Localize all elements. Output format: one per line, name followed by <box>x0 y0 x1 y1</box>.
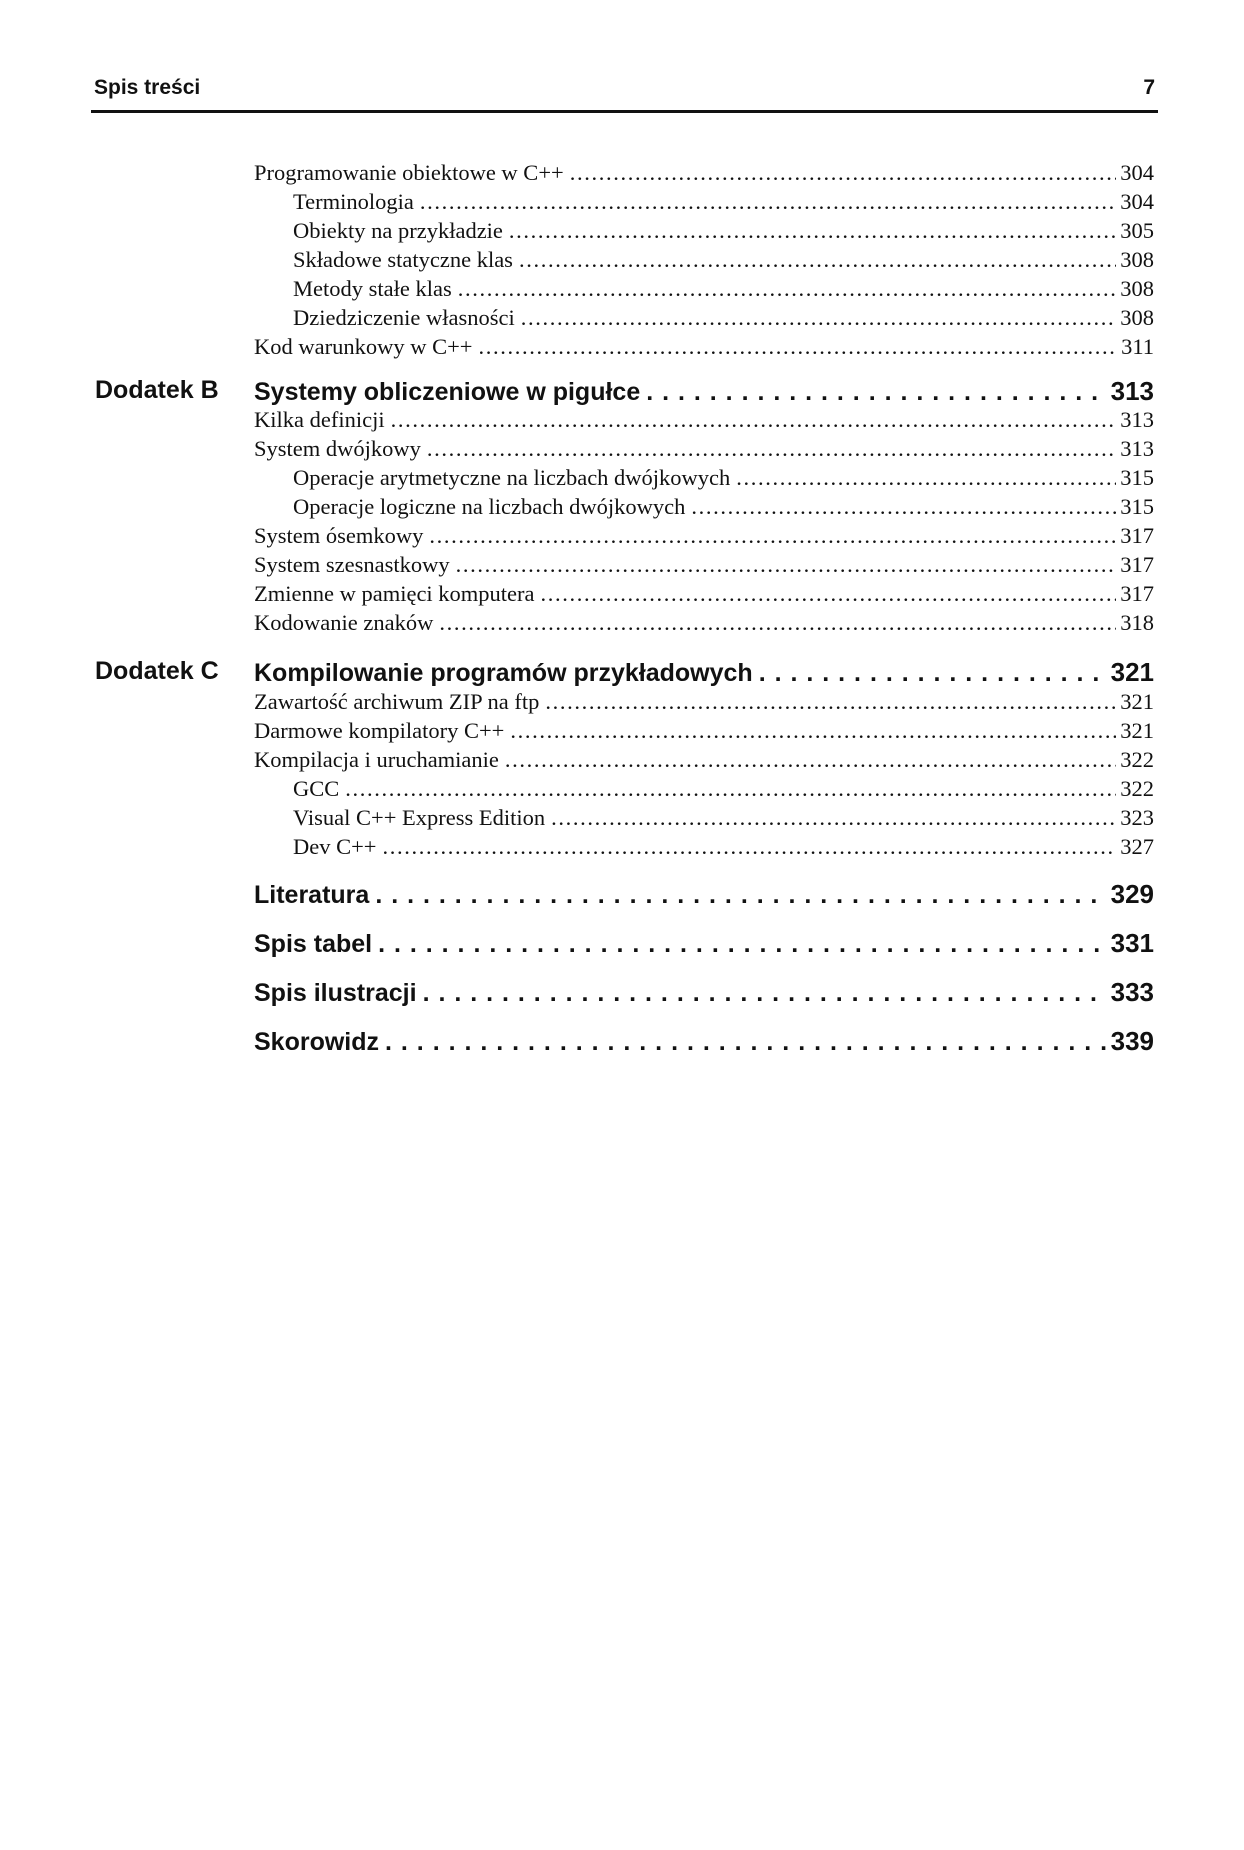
toc-entry-page: 323 <box>1120 805 1154 830</box>
leader-dots <box>385 1028 1107 1057</box>
toc-entry-page: 304 <box>1120 160 1154 185</box>
toc-entry[interactable] <box>293 494 1154 520</box>
toc-chapter-title: Spis tabel <box>254 930 373 958</box>
toc-entry-title: Visual C++ Express Edition <box>293 805 546 830</box>
toc-entry[interactable] <box>254 581 1154 607</box>
toc-entry[interactable] <box>293 189 1154 215</box>
toc-chapter-entry[interactable] <box>254 376 1154 407</box>
toc-entry-page: 321 <box>1120 718 1154 743</box>
toc-entry-title: Kompilacja i uruchamianie <box>254 747 499 772</box>
toc-entry-title: Składowe statyczne klas <box>293 247 513 272</box>
toc-entry-page: 304 <box>1120 189 1154 214</box>
leader-dots <box>736 465 1116 491</box>
toc-entry[interactable] <box>254 718 1154 744</box>
toc-entry[interactable] <box>293 834 1154 860</box>
toc-chapter-entry[interactable] <box>254 928 1154 959</box>
leader-dots <box>570 160 1117 186</box>
toc-entry-title: Obiekty na przykładzie <box>293 218 503 243</box>
toc-entry-title: Kilka definicji <box>254 407 385 432</box>
header-page-number: 7 <box>1143 76 1155 99</box>
toc-chapter-page: 329 <box>1110 879 1154 909</box>
leader-dots <box>541 581 1117 607</box>
toc-entry-title: System ósemkowy <box>254 523 424 548</box>
toc-entry-page: 315 <box>1120 465 1154 490</box>
toc-entry[interactable] <box>293 776 1154 802</box>
toc-entry[interactable] <box>293 465 1154 491</box>
leader-dots <box>759 659 1107 688</box>
toc-entry-page: 315 <box>1120 494 1154 519</box>
toc-entry-page: 317 <box>1120 552 1154 577</box>
toc-chapter-title: Spis ilustracji <box>254 979 417 1007</box>
toc-entry-page: 317 <box>1120 523 1154 548</box>
toc-chapter-title: Kompilowanie programów przykładowych <box>254 659 753 687</box>
toc-chapter-title: Systemy obliczeniowe w pigułce <box>254 378 641 406</box>
toc-entry[interactable] <box>254 552 1154 578</box>
toc-entry-page: 322 <box>1120 747 1154 772</box>
toc-entry-title: Kod warunkowy w C++ <box>254 334 473 359</box>
leader-dots <box>391 407 1117 433</box>
toc-entry-title: Metody stałe klas <box>293 276 452 301</box>
toc-chapter-title: Literatura <box>254 881 370 909</box>
toc-chapter-page: 333 <box>1110 977 1154 1007</box>
toc-entry-page: 327 <box>1120 834 1154 859</box>
toc-entry[interactable] <box>254 610 1154 636</box>
toc-entry-title: Dziedziczenie własności <box>293 305 515 330</box>
toc-chapter-entry[interactable] <box>254 879 1154 910</box>
toc-entry-title: System dwójkowy <box>254 436 421 461</box>
toc-entry[interactable] <box>293 218 1154 244</box>
toc-entry-page: 313 <box>1120 407 1154 432</box>
toc-entry-page: 308 <box>1120 276 1154 301</box>
leader-dots <box>551 805 1116 831</box>
leader-dots <box>509 218 1116 244</box>
appendix-label: Dodatek C <box>95 657 219 685</box>
toc-entry-title: Darmowe kompilatory C++ <box>254 718 505 743</box>
toc-chapter-page: 321 <box>1110 657 1154 687</box>
toc-entry-page: 321 <box>1120 689 1154 714</box>
leader-dots <box>456 552 1117 578</box>
toc-entry[interactable] <box>293 805 1154 831</box>
toc-chapter-entry[interactable] <box>254 1026 1154 1057</box>
toc-entry-page: 311 <box>1121 334 1154 359</box>
header-title: Spis treści <box>94 76 201 99</box>
leader-dots <box>429 523 1116 549</box>
toc-entry[interactable] <box>254 407 1154 433</box>
toc-entry-title: Operacje logiczne na liczbach dwójkowych <box>293 494 686 519</box>
running-header <box>91 76 1158 113</box>
toc-entry-page: 305 <box>1120 218 1154 243</box>
toc-entry-title: Operacje arytmetyczne na liczbach dwójkowych <box>293 465 731 490</box>
toc-chapter-entry[interactable] <box>254 977 1154 1008</box>
leader-dots <box>510 718 1116 744</box>
toc-entry[interactable] <box>293 305 1154 331</box>
appendix-label: Dodatek B <box>95 376 219 404</box>
toc-entry-title: Dev C++ <box>293 834 377 859</box>
toc-entry[interactable] <box>254 160 1154 186</box>
toc-entry[interactable] <box>293 247 1154 273</box>
toc-entry-page: 322 <box>1120 776 1154 801</box>
leader-dots <box>427 436 1116 462</box>
toc-chapter-entry[interactable] <box>254 657 1154 688</box>
toc-chapter-page: 313 <box>1110 376 1154 406</box>
leader-dots <box>378 930 1107 959</box>
toc-entry-page: 317 <box>1120 581 1154 606</box>
leader-dots <box>439 610 1116 636</box>
leader-dots <box>375 881 1106 910</box>
toc-entry-page: 318 <box>1120 610 1154 635</box>
toc-entry[interactable] <box>254 747 1154 773</box>
toc-entry-title: Zawartość archiwum ZIP na ftp <box>254 689 540 714</box>
toc-entry[interactable] <box>254 689 1154 715</box>
toc-chapter-page: 339 <box>1110 1026 1154 1056</box>
leader-dots <box>479 334 1118 360</box>
toc-entry-title: System szesnastkowy <box>254 552 450 577</box>
toc-entry-page: 308 <box>1120 305 1154 330</box>
toc-entry[interactable] <box>293 276 1154 302</box>
toc-entry[interactable] <box>254 334 1154 360</box>
leader-dots <box>646 378 1106 407</box>
leader-dots <box>505 747 1116 773</box>
leader-dots <box>519 247 1116 273</box>
toc-entry-title: Terminologia <box>293 189 414 214</box>
leader-dots <box>420 189 1116 215</box>
toc-entry-title: GCC <box>293 776 340 801</box>
leader-dots <box>545 689 1116 715</box>
toc-entry[interactable] <box>254 436 1154 462</box>
toc-entry-page: 308 <box>1120 247 1154 272</box>
leader-dots <box>691 494 1116 520</box>
toc-entry-title: Zmienne w pamięci komputera <box>254 581 535 606</box>
toc-chapter-page: 331 <box>1110 928 1154 958</box>
leader-dots <box>423 979 1107 1008</box>
toc-chapter-title: Skorowidz <box>254 1028 380 1056</box>
toc-entry-page: 313 <box>1120 436 1154 461</box>
toc-entry[interactable] <box>254 523 1154 549</box>
toc-entry-title: Programowanie obiektowe w C++ <box>254 160 564 185</box>
leader-dots <box>345 776 1116 802</box>
toc-entry-title: Kodowanie znaków <box>254 610 434 635</box>
leader-dots <box>383 834 1117 860</box>
leader-dots <box>458 276 1117 302</box>
leader-dots <box>521 305 1116 331</box>
